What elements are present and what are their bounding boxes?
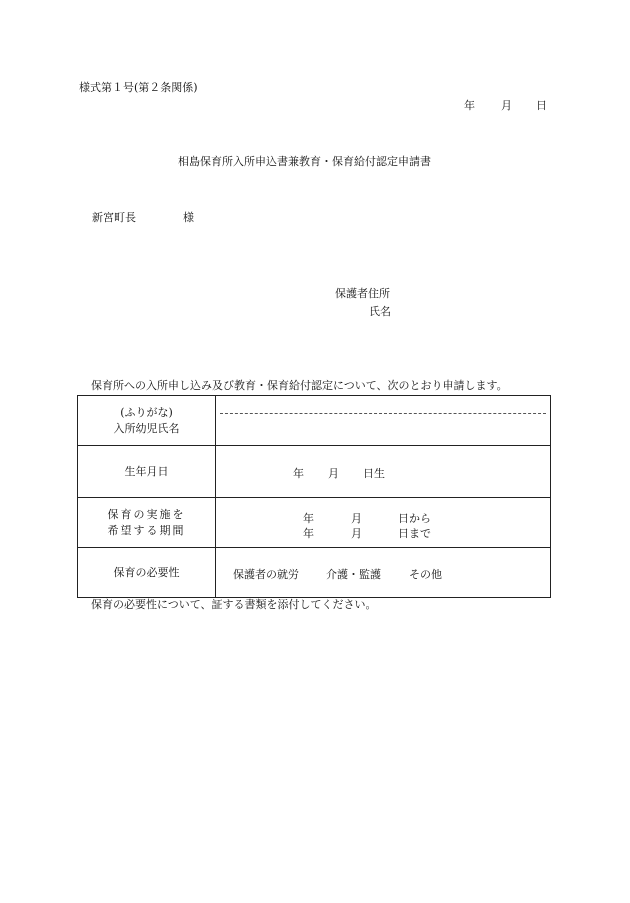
necessity-option-other[interactable]: その他 [409, 567, 442, 581]
child-name-label: 入所幼児氏名 [113, 421, 180, 435]
birthdate-value [216, 465, 550, 479]
period-to-month: 月 [351, 526, 362, 540]
necessity-label: 保育の必要性 [78, 548, 216, 598]
necessity-options [216, 566, 550, 580]
period-to-year: 年 [303, 526, 314, 540]
guardian-address-label: 保護者住所 [335, 287, 390, 300]
table-row-child-name [78, 396, 551, 446]
furigana-divider [220, 413, 546, 414]
table-row-birthdate [78, 446, 551, 498]
necessity-field [216, 548, 551, 598]
date-year-label: 年 [464, 99, 475, 112]
footer-note: 保育の必要性について、証する書類を添付してください。 [91, 598, 377, 611]
application-table [77, 395, 551, 598]
period-field[interactable] [216, 498, 551, 548]
necessity-option-care[interactable]: 介護・監護 [326, 567, 381, 581]
guardian-name-label: 氏名 [369, 305, 391, 318]
child-name-label-cell [78, 396, 216, 446]
birthdate-label: 生年月日 [78, 446, 216, 498]
furigana-label: (ふりがな) [120, 405, 173, 419]
period-to-day: 日まで [398, 526, 431, 540]
table-row-period [78, 498, 551, 548]
application-date [464, 100, 554, 112]
birth-month-label: 月 [328, 466, 339, 480]
period-value [216, 507, 550, 539]
date-month-label: 月 [501, 99, 512, 112]
birth-year-label: 年 [293, 466, 304, 480]
birthdate-field[interactable] [216, 446, 551, 498]
intro-text: 保育所への入所申し込み及び教育・保育給付認定について、次のとおり申請します。 [91, 379, 508, 392]
period-from-year: 年 [303, 511, 314, 525]
birth-day-label: 日生 [363, 466, 385, 480]
period-from-month: 月 [351, 511, 362, 525]
necessity-option-employment[interactable]: 保護者の就労 [233, 567, 299, 581]
date-day-label: 日 [536, 99, 547, 112]
period-label-line2: 希望する期間 [107, 523, 186, 537]
period-from-day: 日から [398, 511, 431, 525]
child-name-field[interactable] [216, 396, 551, 446]
form-title: 相島保育所入所申込書兼教育・保育給付認定申請書 [178, 155, 431, 168]
form-number: 様式第１号(第２条関係) [79, 81, 198, 94]
addressee: 新宮町長 [92, 211, 136, 224]
period-label-line1: 保育の実施を [107, 507, 186, 521]
table-row-necessity [78, 548, 551, 598]
honorific: 様 [183, 211, 194, 224]
period-label-cell [78, 498, 216, 548]
